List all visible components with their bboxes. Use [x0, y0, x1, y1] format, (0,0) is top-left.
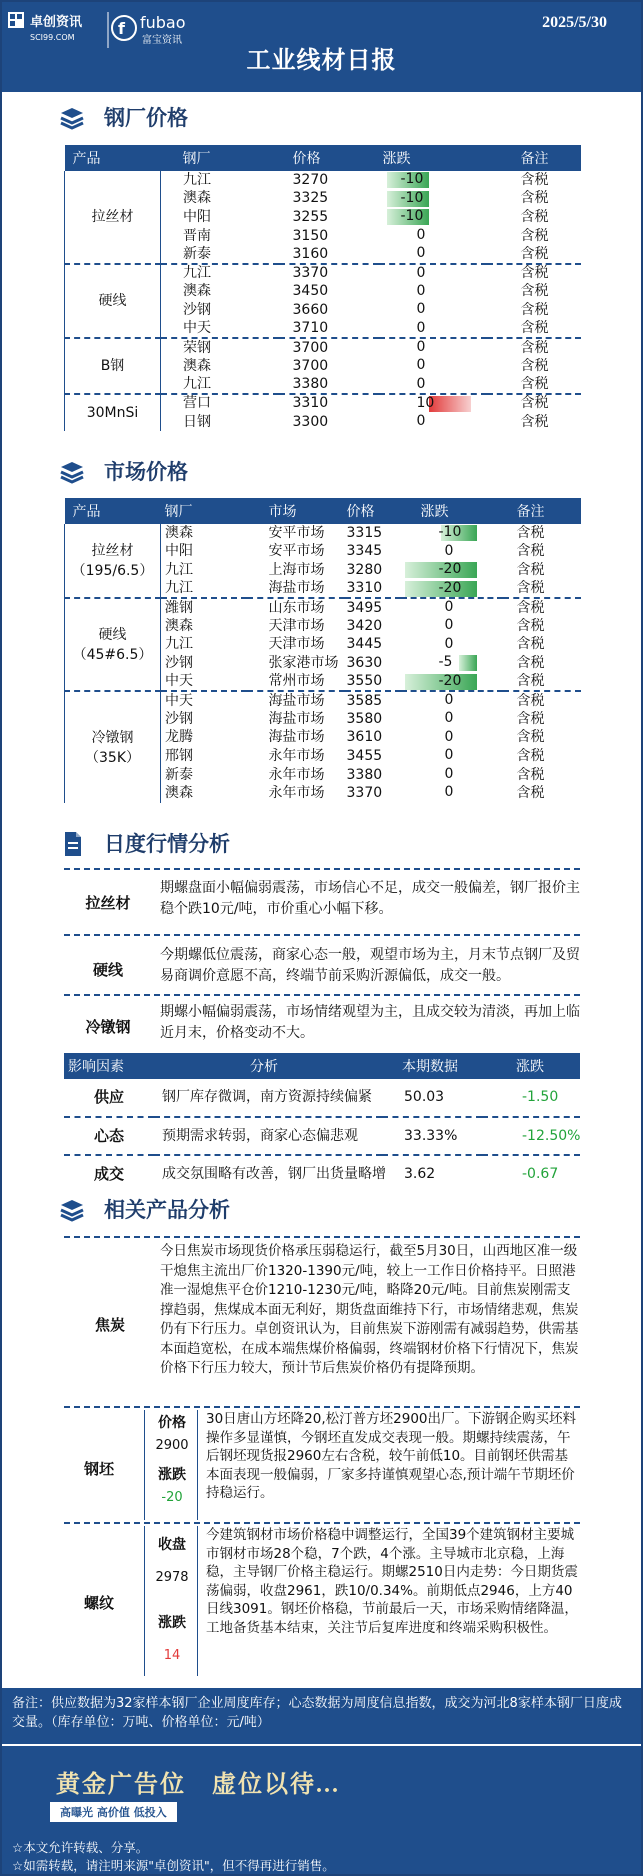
change-cell [379, 357, 487, 376]
change-cell [401, 580, 503, 599]
divider [64, 1236, 580, 1238]
daily-label: 硬线 [92, 961, 123, 979]
change-value: 0 [416, 375, 426, 392]
mill-cell: 中阳 [165, 543, 193, 560]
table-row [65, 338, 581, 357]
market-cell: 上海市场 [268, 561, 325, 578]
market-cell: 海盐市场 [268, 580, 325, 597]
price-cell: 3420 [346, 617, 383, 634]
change-cell [401, 524, 503, 543]
price-cell: 3345 [346, 543, 383, 560]
change-value: 0 [444, 784, 454, 801]
col-header: 影响因素 [64, 1053, 154, 1079]
related-text: 今建筑钢材市场价格稳中调整运行，全国39个建筑钢材主要城市钢材市场28个稳，7个跌，4个涨。主导城市北京稳，上海稳，主导钢厂价格主稳运行。期螺2510日内走势：今日期货震荡偏弱，收盘2961，跌10/0.34%。前期低点2946，上方40日线3091。钢坯价格稳，节前最后一天，市场采购情绪降温，工地备货基本结束，关注节后复库进度和终端采购积极性。 [206, 1527, 578, 1636]
change-value: 0 [416, 356, 426, 373]
table-row [65, 691, 581, 710]
svg-text:卓创资讯: 卓创资讯 [30, 15, 83, 30]
note-cell: 含税 [516, 524, 545, 541]
price-cell: 3700 [279, 338, 379, 357]
mill-cell: 九江 [161, 264, 279, 283]
rebar-price: 2978 [155, 1570, 189, 1585]
col-header: 涨跌 [379, 145, 487, 171]
note-cell: 含税 [520, 320, 549, 337]
change-cell [401, 784, 503, 803]
change-cell [401, 543, 503, 562]
price-cell: 3370 [346, 785, 383, 802]
product-spec: （35K） [85, 749, 140, 766]
market-price-table [64, 498, 581, 803]
mill-cell: 澳森 [183, 357, 211, 374]
factor-row [64, 1155, 580, 1193]
price-cell: 3310 [279, 394, 379, 413]
change-value: 0 [444, 616, 454, 633]
ad-banner[interactable] [2, 1746, 641, 1836]
mill-cell: 龙腾 [165, 729, 193, 746]
market-cell: 海盐市场 [268, 729, 325, 746]
change-value: 0 [416, 226, 426, 243]
col-header: 备注 [487, 145, 581, 171]
market-cell: 永年市场 [268, 747, 325, 764]
mill-cell: 中天 [165, 673, 193, 690]
related-text: 30日唐山方坯降20,松汀普方坯2900出厂。下游钢企购买坯料操作多显谨慎，今钢坯直发成交表现一般。期螺持续震荡，午后钢坯现货报2960左右含税，较午前低10。目前钢坯供需基本面表现一般偏弱，厂家多持谨慎观望心态,预计端午节期坯价持稳运行。 [206, 1411, 577, 1501]
ad-title: 黄金广告位 虚位以待... [56, 1772, 340, 1798]
table-header-row [65, 145, 581, 171]
price-cell: 3280 [346, 561, 383, 578]
price-cell: 3455 [346, 747, 383, 764]
change-bar-negative [459, 655, 477, 671]
change-label: 涨跌 [158, 1467, 186, 1483]
change-cell [379, 171, 487, 190]
related-text: 今日焦炭市场现货价格承压弱稳运行，截至5月30日，山西地区准一级干熄焦主流出厂价1320-1390元/吨，较上一工作日价格持平。日照港准一湿熄焦平仓价1210-1230元/吨，略降20元/吨。目前焦炭刚需支撑趋弱，焦煤成本面无利好，期货盘面维持下行，市场情绪悲观，焦炭仍有下行压力。卓创资讯认为，目前焦炭下游刚需有减弱趋势，供需基本面趋宽松，在成本端焦煤价格偏弱，终端钢材价格下行情况下，焦炭价格下行压力较大，预计节后焦炭价格仍有提降预期。 [160, 1243, 579, 1376]
change-value: -10 [438, 524, 462, 540]
change-value: -5 [438, 654, 453, 671]
mill-cell: 新泰 [165, 766, 193, 783]
table-header-row [65, 498, 581, 524]
mill-cell: 九江 [183, 171, 211, 188]
market-cell: 张家港市场 [268, 654, 339, 671]
change-value: 0 [444, 728, 454, 745]
note-cell: 含税 [487, 338, 581, 357]
product-cell [65, 524, 161, 598]
note-cell: 含税 [516, 654, 545, 671]
related-label: 螺纹 [83, 1594, 114, 1612]
data-note: 备注：供应数据为32家样本钢厂企业周度库存；心态数据为周度信息指数，成交为河北8家样本钢厂日度成交量。（库存单位：万吨、价格单位：元/吨） [2, 1688, 641, 1744]
related-billet [64, 1410, 580, 1520]
note-cell: 含税 [516, 617, 545, 634]
mill-cell: 晋南 [183, 227, 211, 244]
market-cell: 永年市场 [268, 785, 325, 802]
note-cell: 含税 [516, 766, 545, 783]
product-cell: B钢 [65, 338, 161, 394]
change-cell [401, 710, 503, 729]
product-cell: 拉丝材 [65, 171, 161, 264]
related-label: 钢坯 [83, 1460, 114, 1478]
change-value: 0 [444, 599, 454, 616]
note-cell: 含税 [516, 673, 545, 690]
note-cell: 含税 [520, 227, 549, 244]
note-cell: 含税 [516, 729, 545, 746]
price-cell: 3660 [292, 301, 329, 318]
note-cell: 含税 [520, 245, 549, 262]
factor-label: 供应 [93, 1088, 124, 1106]
section-title: 日度行情分析 [104, 832, 230, 856]
col-header: 产品 [65, 498, 161, 524]
mill-cell: 潍钢 [161, 598, 247, 617]
change-cell [401, 766, 503, 785]
footer-line: ☆本文允许转载、分享。 [12, 1840, 149, 1855]
product-name: 冷镦钢 [91, 729, 134, 746]
market-cell: 永年市场 [268, 766, 325, 783]
col-header: 钢厂 [161, 145, 279, 171]
factor-label: 成交 [64, 1155, 154, 1193]
factor-label: 心态 [64, 1117, 154, 1155]
mill-cell: 澳森 [183, 283, 211, 300]
note-cell: 含税 [520, 413, 549, 430]
price-cell: 3255 [292, 208, 329, 225]
change-cell [379, 301, 487, 320]
daily-text: 今期螺低位震荡，商家心态一般，观望市场为主，月末节点钢厂及贸易商调价意愿不高，终端节前采购沂源偏低，成交一般。 [160, 947, 580, 984]
mill-cell: 中阳 [183, 208, 211, 225]
change-value: 0 [416, 264, 426, 281]
product-spec: （195/6.5） [71, 562, 154, 579]
change-value: 0 [416, 339, 426, 356]
col-header: 钢厂 [161, 498, 247, 524]
factor-row [64, 1117, 580, 1155]
price-cell: 3380 [292, 375, 329, 392]
note-cell: 含税 [520, 301, 549, 318]
note-cell: 含税 [520, 208, 549, 225]
rebar-change: 14 [163, 1648, 181, 1663]
note-cell: 含税 [487, 394, 581, 413]
mill-cell: 九江 [183, 375, 211, 392]
daily-row-cold-heading [64, 1002, 580, 1052]
market-cell: 安平市场 [268, 524, 325, 541]
price-cell: 3450 [292, 283, 329, 300]
factor-value: 33.33% [382, 1117, 482, 1155]
mill-cell: 澳森 [165, 785, 193, 802]
factor-analysis: 成交氛围略有改善，钢厂出货量略增 [154, 1155, 382, 1193]
price-cell: 3380 [346, 766, 383, 783]
col-header: 价格 [345, 498, 401, 524]
billet-price: 2900 [155, 1438, 189, 1453]
divider [64, 994, 580, 996]
price-cell: 3630 [346, 654, 383, 671]
mill-cell: 澳森 [183, 190, 211, 207]
change-cell [379, 264, 487, 283]
note-cell: 含税 [516, 636, 545, 653]
footer [2, 1836, 641, 1876]
change-cell [401, 691, 503, 710]
svg-text:富宝资讯: 富宝资讯 [142, 35, 182, 46]
change-cell [401, 729, 503, 748]
factor-analysis: 钢厂库存微调，南方资源持续偏紧 [162, 1089, 372, 1105]
change-cell [379, 394, 487, 413]
price-cell: 3325 [292, 190, 329, 207]
price-cell: 3580 [346, 710, 383, 727]
billet-price-box [144, 1410, 198, 1520]
note-cell: 含税 [516, 710, 545, 727]
change-bar-positive [429, 396, 471, 412]
table-row [65, 394, 581, 413]
change-cell [379, 376, 487, 395]
factor-row [64, 1079, 580, 1117]
section-title: 钢厂价格 [104, 106, 188, 130]
change-cell [401, 636, 503, 655]
factor-analysis: 预期需求转弱，商家心态偏悲观 [154, 1117, 382, 1155]
price-cell: 3300 [292, 413, 329, 430]
mill-cell: 新泰 [183, 245, 211, 262]
mill-cell: 沙钢 [183, 301, 211, 318]
price-cell: 3550 [346, 673, 383, 690]
table-row [65, 524, 581, 543]
mill-cell: 日钢 [183, 413, 211, 430]
mill-price-table [64, 145, 581, 431]
col-header: 产品 [65, 145, 161, 171]
rebar-price-box [144, 1526, 198, 1676]
mill-cell: 中天 [161, 691, 247, 710]
change-value: -20 [438, 672, 462, 689]
price-label: 价格 [158, 1415, 186, 1431]
col-header: 本期数据 [382, 1053, 482, 1079]
section-title: 市场价格 [104, 460, 188, 484]
price-label: 收盘 [158, 1537, 186, 1553]
change-cell [401, 617, 503, 636]
product-spec: （45#6.5） [72, 646, 153, 663]
related-label: 焦炭 [94, 1316, 125, 1334]
mill-cell: 荣钢 [161, 338, 279, 357]
product-name: 硬线 [98, 626, 127, 643]
col-header: 涨跌 [482, 1053, 580, 1079]
change-value: 0 [416, 301, 426, 318]
change-cell [379, 245, 487, 264]
change-value: 0 [444, 709, 454, 726]
footer-line: ☆如需转载，请注明来源"卓创资讯"，但不得再进行销售。 [12, 1858, 335, 1873]
note-cell: 含税 [503, 691, 581, 710]
product-cell [65, 691, 161, 803]
note-cell: 含税 [503, 598, 581, 617]
mill-cell: 澳森 [165, 524, 193, 541]
col-header: 价格 [279, 145, 379, 171]
product-cell: 硬线 [65, 264, 161, 338]
price-cell: 3445 [346, 636, 383, 653]
factor-change: -0.67 [482, 1155, 580, 1193]
note-cell: 含税 [516, 561, 545, 578]
change-cell [379, 190, 487, 209]
change-cell [379, 413, 487, 432]
ad-subtitle: 高曝光 高价值 低投入 [50, 1802, 177, 1822]
daily-label: 拉丝材 [85, 894, 131, 912]
change-cell [401, 747, 503, 766]
daily-label: 冷镦钢 [85, 1018, 131, 1036]
section-title: 相关产品分析 [104, 1198, 230, 1222]
change-value: 0 [416, 245, 426, 262]
divider [64, 1522, 580, 1524]
svg-text:SCI99.COM: SCI99.COM [30, 33, 75, 42]
mill-cell: 沙钢 [165, 710, 193, 727]
factor-value: 3.62 [382, 1155, 482, 1193]
mill-cell: 营口 [161, 394, 279, 413]
document-icon [58, 830, 86, 858]
factors-table [64, 1053, 580, 1193]
factor-value: 50.03 [404, 1089, 445, 1105]
change-value: 0 [444, 692, 454, 709]
product-cell: 30MnSi [65, 394, 161, 431]
change-cell [379, 208, 487, 227]
price-cell: 3370 [279, 264, 379, 283]
factor-change: -1.50 [522, 1089, 559, 1105]
market-cell: 天津市场 [268, 617, 325, 634]
change-cell [401, 654, 503, 673]
change-value: 0 [444, 542, 454, 559]
change-value: 10 [416, 395, 435, 412]
change-cell [401, 561, 503, 580]
mill-cell: 澳森 [165, 617, 193, 634]
price-cell: 3150 [292, 227, 329, 244]
product-cell [65, 598, 161, 691]
price-cell: 3310 [346, 580, 383, 597]
market-cell: 海盐市场 [247, 691, 345, 710]
daily-text: 期螺盘面小幅偏弱震荡，市场信心不足，成交一般偏差，钢厂报价主稳个跌10元/吨，市价重心小幅下移。 [160, 880, 580, 917]
divider [64, 868, 580, 870]
table-row [65, 598, 581, 617]
svg-text:f: f [118, 19, 125, 38]
col-header: 备注 [503, 498, 581, 524]
divider [64, 1406, 580, 1408]
related-coke [64, 1242, 580, 1402]
note-cell: 含税 [516, 785, 545, 802]
mill-cell: 邢钢 [165, 747, 193, 764]
col-header: 分析 [154, 1053, 382, 1079]
change-cell [379, 320, 487, 339]
change-cell [379, 283, 487, 302]
mill-cell: 沙钢 [165, 654, 193, 671]
change-value: 0 [416, 412, 426, 429]
daily-row-wire-rod [64, 878, 580, 928]
report-date: 2025/5/30 [542, 14, 607, 31]
price-cell: 3585 [345, 691, 401, 710]
change-value: 0 [444, 747, 454, 764]
change-value: -20 [438, 561, 462, 578]
note-cell: 含税 [520, 190, 549, 207]
market-cell: 海盐市场 [268, 710, 325, 727]
stack-icon [58, 104, 86, 132]
note-cell: 含税 [516, 747, 545, 764]
note-cell: 含税 [516, 543, 545, 560]
price-cell: 3315 [346, 524, 383, 541]
change-cell [401, 673, 503, 692]
price-cell: 3700 [292, 357, 329, 374]
daily-row-hard-wire [64, 945, 580, 995]
billet-change: -20 [161, 1490, 183, 1505]
change-value: 0 [444, 765, 454, 782]
change-value: -20 [438, 579, 462, 596]
price-cell: 3610 [346, 729, 383, 746]
market-cell: 常州市场 [268, 673, 325, 690]
change-value: -10 [400, 189, 424, 206]
note-cell: 含税 [520, 375, 549, 392]
change-value: 0 [416, 319, 426, 336]
report-header [2, 2, 641, 92]
market-cell: 安平市场 [268, 543, 325, 560]
change-value: 0 [416, 282, 426, 299]
stack-icon [58, 458, 86, 486]
daily-text: 期螺小幅偏弱震荡，市场情绪观望为主，且成交较为清淡，再加上临近月末，价格变动不大。 [160, 1004, 580, 1041]
divider [64, 934, 580, 936]
col-header: 涨跌 [401, 498, 503, 524]
col-header: 市场 [247, 498, 345, 524]
stack-icon [58, 1196, 86, 1224]
price-cell: 3710 [292, 320, 329, 337]
note-cell: 含税 [520, 283, 549, 300]
mill-cell: 九江 [165, 580, 193, 597]
note-cell: 含税 [487, 264, 581, 283]
change-value: -10 [400, 208, 424, 225]
factor-change: -12.50% [482, 1117, 580, 1155]
change-value: -10 [400, 171, 424, 187]
note-cell: 含税 [520, 357, 549, 374]
report-title: 工业线材日报 [246, 46, 397, 74]
market-cell: 天津市场 [268, 636, 325, 653]
price-cell: 3495 [345, 598, 401, 617]
change-label: 涨跌 [158, 1615, 186, 1631]
table-row [65, 264, 581, 283]
market-cell: 山东市场 [247, 598, 345, 617]
table-row [65, 171, 581, 190]
mill-cell: 中天 [183, 320, 211, 337]
mill-cell: 九江 [165, 636, 193, 653]
svg-text:fubao: fubao [140, 13, 186, 32]
note-cell: 含税 [520, 171, 549, 188]
table-header-row [64, 1053, 580, 1079]
mill-cell: 九江 [165, 561, 193, 578]
product-name: 拉丝材 [91, 542, 134, 559]
price-cell: 3270 [292, 171, 329, 188]
note-cell: 含税 [516, 580, 545, 597]
change-cell [379, 338, 487, 357]
related-rebar [64, 1526, 580, 1686]
price-cell: 3160 [292, 245, 329, 262]
change-value: 0 [444, 635, 454, 652]
change-cell [401, 598, 503, 617]
change-cell [379, 227, 487, 246]
